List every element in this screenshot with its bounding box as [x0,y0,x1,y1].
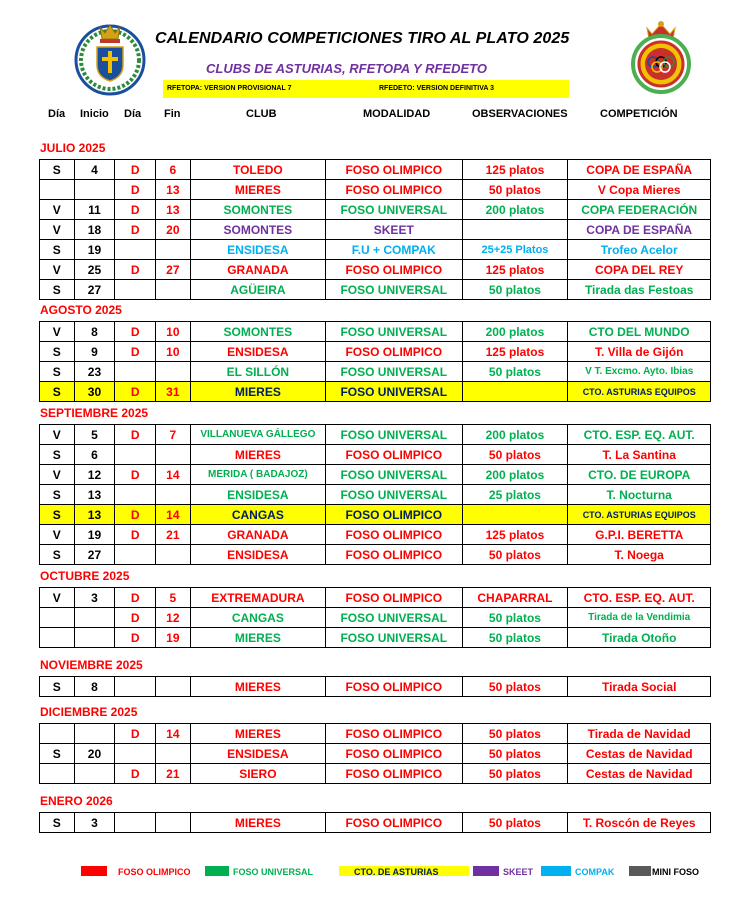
club-cell: MIERES [190,628,325,648]
club-cell: MIERES [190,382,325,402]
club-cell: ENSIDESA [190,744,325,764]
day-end [115,545,156,565]
observations-cell [462,220,568,240]
date-end: 14 [156,724,191,744]
day-end: D [115,505,156,525]
competition-cell: Cestas de Navidad [568,764,711,784]
calendar-row [40,425,711,445]
date-end: 27 [156,260,191,280]
day-start [40,608,75,628]
competition-cell: Cestas de Navidad [568,744,711,764]
date-end: 10 [156,342,191,362]
calendar-row [40,180,711,200]
observations-cell: 50 platos [462,724,568,744]
modality-cell: FOSO UNIVERSAL [326,608,462,628]
legend-swatch [541,866,571,876]
date-end: 21 [156,525,191,545]
day-start: S [40,677,75,697]
date-start: 27 [74,280,115,300]
club-cell: EXTREMADURA [190,588,325,608]
calendar-row [40,160,711,180]
month-table [39,587,711,648]
modality-cell: FOSO OLIMPICO [326,677,462,697]
date-end: 5 [156,588,191,608]
club-cell: SOMONTES [190,220,325,240]
day-end: D [115,764,156,784]
observations-cell: 50 platos [462,545,568,565]
date-end [156,240,191,260]
date-start [74,608,115,628]
modality-cell: FOSO OLIMPICO [326,764,462,784]
day-start: V [40,465,75,485]
month-table [39,159,711,300]
competition-cell: CTO. ASTURIAS EQUIPOS [568,505,711,525]
club-cell: ENSIDESA [190,240,325,260]
date-end: 14 [156,465,191,485]
date-end: 20 [156,220,191,240]
day-end: D [115,382,156,402]
date-end: 21 [156,764,191,784]
modality-cell: FOSO OLIMPICO [326,545,462,565]
club-cell: AGÜEIRA [190,280,325,300]
col-header-modalidad: MODALIDAD [363,108,431,120]
date-start: 30 [74,382,115,402]
observations-cell: 200 platos [462,465,568,485]
day-start: S [40,342,75,362]
month-table [39,424,711,565]
col-header-fin: Fin [164,108,181,120]
calendar-row [40,608,711,628]
calendar-row [40,342,711,362]
day-end: D [115,220,156,240]
date-start [74,764,115,784]
club-cell: SIERO [190,764,325,784]
competition-cell: G.P.I. BERETTA [568,525,711,545]
observations-cell: 200 platos [462,200,568,220]
competition-cell: CTO DEL MUNDO [568,322,711,342]
col-header-inicio: Inicio [80,108,109,120]
legend-label: CTO. DE ASTURIAS [354,867,439,877]
calendar-row [40,724,711,744]
observations-cell: 125 platos [462,342,568,362]
date-start [74,628,115,648]
calendar-row [40,382,711,402]
modality-cell: FOSO UNIVERSAL [326,628,462,648]
date-start: 23 [74,362,115,382]
observations-cell [462,382,568,402]
club-cell: MIERES [190,677,325,697]
modality-cell: FOSO OLIMPICO [326,445,462,465]
date-start: 3 [74,588,115,608]
observations-cell: 200 platos [462,425,568,445]
calendar-row [40,322,711,342]
legend-swatch [473,866,499,876]
day-end [115,813,156,833]
competition-cell: Tirada Otoño [568,628,711,648]
rfedeto-version: RFEDETO: VERSION DEFINITIVA 3 [379,85,494,92]
day-end [115,677,156,697]
competition-cell: Tirada de Navidad [568,724,711,744]
date-end: 10 [156,322,191,342]
day-end: D [115,608,156,628]
competition-cell: COPA DEL REY [568,260,711,280]
calendar-row [40,744,711,764]
day-start: V [40,525,75,545]
date-end [156,485,191,505]
day-start: S [40,160,75,180]
day-end: D [115,322,156,342]
competition-cell: COPA DE ESPAÑA [568,220,711,240]
competition-cell: CTO. ASTURIAS EQUIPOS [568,382,711,402]
modality-cell: F.U + COMPAK [326,240,462,260]
date-start [74,180,115,200]
legend-swatch [205,866,229,876]
date-end [156,813,191,833]
observations-cell: 50 platos [462,445,568,465]
competition-cell: Tirada Social [568,677,711,697]
day-start [40,180,75,200]
observations-cell: 50 platos [462,764,568,784]
club-cell: MIERES [190,180,325,200]
competition-cell: Tirada de la Vendimia [568,608,711,628]
club-cell: EL SILLÓN [190,362,325,382]
page-subtitle: CLUBS DE ASTURIAS, RFETOPA Y RFEDETO [206,61,487,76]
day-end: D [115,260,156,280]
date-end: 6 [156,160,191,180]
date-start: 27 [74,545,115,565]
day-end: D [115,465,156,485]
competition-cell: V T. Excmo. Ayto. Ibias [568,362,711,382]
calendar-row [40,362,711,382]
col-header-club: CLUB [246,108,277,120]
day-end [115,485,156,505]
month-heading: ENERO 2026 [40,794,113,808]
day-end [115,445,156,465]
date-end: 13 [156,180,191,200]
club-cell: GRANADA [190,260,325,280]
date-start: 3 [74,813,115,833]
observations-cell: 50 platos [462,813,568,833]
calendar-row [40,200,711,220]
observations-cell: 50 platos [462,628,568,648]
date-start: 12 [74,465,115,485]
calendar-row [40,280,711,300]
day-end: D [115,588,156,608]
competition-cell: T. Nocturna [568,485,711,505]
club-cell: CANGAS [190,505,325,525]
competition-cell: T. Villa de Gijón [568,342,711,362]
date-start: 20 [74,744,115,764]
calendar-row [40,588,711,608]
club-cell: MERIDA ( BADAJOZ) [190,465,325,485]
calendar-row [40,260,711,280]
day-start: S [40,382,75,402]
day-start: S [40,744,75,764]
col-header-competicion: COMPETICIÓN [600,108,678,120]
day-start: V [40,200,75,220]
day-end: D [115,525,156,545]
competition-cell: CTO. ESP. EQ. AUT. [568,425,711,445]
date-start: 18 [74,220,115,240]
modality-cell: FOSO OLIMPICO [326,342,462,362]
date-start: 11 [74,200,115,220]
date-end: 12 [156,608,191,628]
day-end [115,240,156,260]
modality-cell: FOSO OLIMPICO [326,160,462,180]
observations-cell: 25 platos [462,485,568,505]
date-end [156,744,191,764]
date-end [156,545,191,565]
date-end: 31 [156,382,191,402]
competition-cell: T. La Santina [568,445,711,465]
modality-cell: FOSO OLIMPICO [326,588,462,608]
club-cell: VILLANUEVA GÁLLEGO [190,425,325,445]
modality-cell: FOSO UNIVERSAL [326,382,462,402]
legend-label: MINI FOSO [652,867,699,877]
club-cell: TOLEDO [190,160,325,180]
calendar-row [40,764,711,784]
day-start: S [40,280,75,300]
date-start: 4 [74,160,115,180]
month-heading: SEPTIEMBRE 2025 [40,406,149,420]
modality-cell: FOSO OLIMPICO [326,744,462,764]
competition-cell: COPA DE ESPAÑA [568,160,711,180]
month-table [39,321,711,402]
day-start: V [40,425,75,445]
date-end [156,362,191,382]
calendar-row [40,445,711,465]
day-start [40,628,75,648]
day-end: D [115,342,156,362]
date-start: 6 [74,445,115,465]
club-cell: GRANADA [190,525,325,545]
day-end: D [115,628,156,648]
month-table [39,723,711,784]
date-start: 19 [74,240,115,260]
date-start: 13 [74,505,115,525]
day-end: D [115,724,156,744]
date-start: 13 [74,485,115,505]
competition-cell: Tirada das Festoas [568,280,711,300]
legend-swatch [629,866,651,876]
calendar-row [40,220,711,240]
observations-cell: 50 platos [462,608,568,628]
date-start: 25 [74,260,115,280]
club-cell: MIERES [190,445,325,465]
observations-cell: 25+25 Platos [462,240,568,260]
calendar-row [40,545,711,565]
rfedeto-crest [625,14,697,94]
modality-cell: FOSO UNIVERSAL [326,465,462,485]
page-title: CALENDARIO COMPETICIONES TIRO AL PLATO 2025 [155,30,570,47]
modality-cell: FOSO UNIVERSAL [326,362,462,382]
observations-cell: 200 platos [462,322,568,342]
month-heading: NOVIEMBRE 2025 [40,658,143,672]
competition-cell: T. Noega [568,545,711,565]
calendar-row [40,485,711,505]
competition-cell: COPA FEDERACIÓN [568,200,711,220]
observations-cell: 50 platos [462,744,568,764]
day-end [115,362,156,382]
calendar-row [40,813,711,833]
day-start: V [40,322,75,342]
legend-label: FOSO OLIMPICO [118,867,191,877]
col-header-dia-fin: Día [124,108,142,120]
club-cell: CANGAS [190,608,325,628]
day-end: D [115,160,156,180]
day-end [115,744,156,764]
day-start: S [40,545,75,565]
competition-cell: Trofeo Acelor [568,240,711,260]
day-end: D [115,200,156,220]
calendar-row [40,525,711,545]
calendar-row [40,465,711,485]
day-start [40,764,75,784]
modality-cell: FOSO OLIMPICO [326,525,462,545]
competition-cell: T. Roscón de Reyes [568,813,711,833]
competition-cell: CTO. ESP. EQ. AUT. [568,588,711,608]
date-end: 7 [156,425,191,445]
day-start: S [40,362,75,382]
col-header-dia-inicio: Día [48,108,66,120]
observations-cell: 125 platos [462,160,568,180]
modality-cell: FOSO UNIVERSAL [326,322,462,342]
date-end: 14 [156,505,191,525]
competition-cell: V Copa Mieres [568,180,711,200]
modality-cell: FOSO UNIVERSAL [326,485,462,505]
day-start: V [40,220,75,240]
club-cell: ENSIDESA [190,545,325,565]
legend-label: COMPAK [575,867,615,877]
legend-label: FOSO UNIVERSAL [233,867,314,877]
club-cell: ENSIDESA [190,342,325,362]
calendar-row [40,240,711,260]
modality-cell: FOSO UNIVERSAL [326,200,462,220]
club-cell: ENSIDESA [190,485,325,505]
modality-cell: FOSO UNIVERSAL [326,280,462,300]
club-cell: SOMONTES [190,200,325,220]
observations-cell: 125 platos [462,260,568,280]
modality-cell: FOSO OLIMPICO [326,505,462,525]
competition-cell: CTO. DE EUROPA [568,465,711,485]
date-start: 19 [74,525,115,545]
col-header-observaciones: OBSERVACIONES [472,108,568,120]
date-end [156,677,191,697]
date-end [156,280,191,300]
day-start [40,724,75,744]
month-table [39,812,711,833]
day-start: V [40,588,75,608]
date-end: 19 [156,628,191,648]
day-start: S [40,505,75,525]
calendar-row [40,628,711,648]
month-heading: JULIO 2025 [40,141,106,155]
date-start: 5 [74,425,115,445]
observations-cell: 50 platos [462,280,568,300]
legend-label: SKEET [503,867,534,877]
observations-cell: 50 platos [462,180,568,200]
modality-cell: FOSO OLIMPICO [326,260,462,280]
observations-cell: 50 platos [462,362,568,382]
day-start: S [40,485,75,505]
modality-cell: FOSO OLIMPICO [326,724,462,744]
date-start [74,724,115,744]
modality-cell: FOSO UNIVERSAL [326,425,462,445]
club-cell: MIERES [190,813,325,833]
observations-cell: 50 platos [462,677,568,697]
month-heading: DICIEMBRE 2025 [40,705,138,719]
month-table [39,676,711,697]
month-heading: AGOSTO 2025 [40,303,122,317]
date-start: 8 [74,677,115,697]
version-banner [163,80,569,98]
day-start: S [40,240,75,260]
observations-cell: 125 platos [462,525,568,545]
club-cell: SOMONTES [190,322,325,342]
day-start: S [40,813,75,833]
modality-cell: SKEET [326,220,462,240]
date-start: 8 [74,322,115,342]
calendar-row [40,677,711,697]
observations-cell: CHAPARRAL [462,588,568,608]
day-end: D [115,180,156,200]
date-end [156,445,191,465]
rfetopa-version: RFETOPA: VERSION PROVISIONAL 7 [167,85,292,92]
club-cell: MIERES [190,724,325,744]
date-end: 13 [156,200,191,220]
month-heading: OCTUBRE 2025 [40,569,130,583]
modality-cell: FOSO OLIMPICO [326,813,462,833]
day-end [115,280,156,300]
day-start: V [40,260,75,280]
day-start: S [40,445,75,465]
modality-cell: FOSO OLIMPICO [326,180,462,200]
day-end: D [115,425,156,445]
asturias-federation-crest [70,15,150,97]
legend-swatch [81,866,107,876]
calendar-row [40,505,711,525]
date-start: 9 [74,342,115,362]
observations-cell [462,505,568,525]
